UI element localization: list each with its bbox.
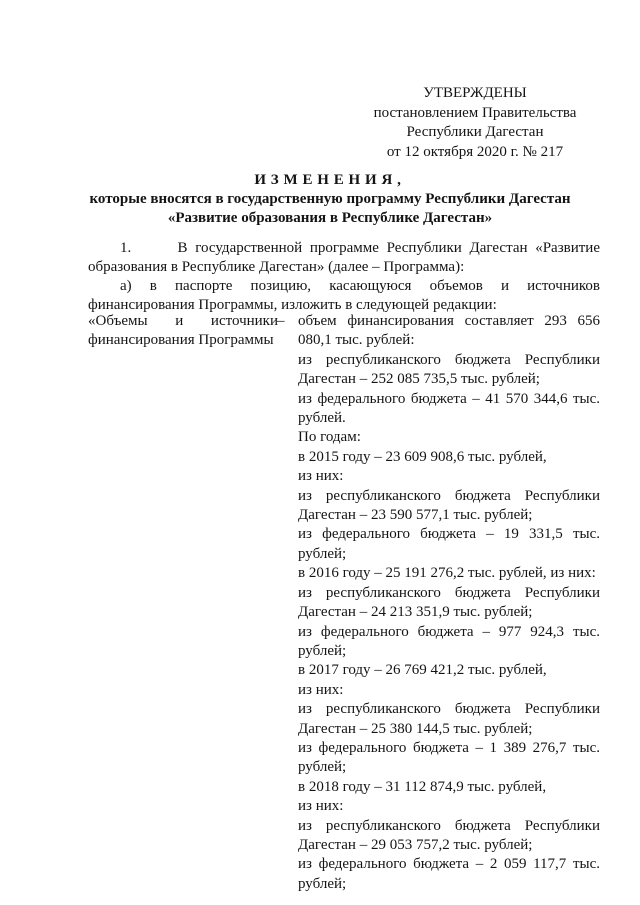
title-program-name: «Развитие образования в Республике Дагестан» (167, 210, 493, 226)
approval-title: УТВЕРЖДЕНЫ (423, 85, 527, 101)
financing-line: из них: (298, 798, 344, 815)
title-subheading: которые вносятся в государственную программу Республики Дагестан (89, 191, 571, 207)
financing-line: объем финансирования составляет 293 656 080,1 тыс. рублей: (298, 313, 600, 349)
table-left-label: «Объемы и источники финансирования Программы (88, 313, 278, 349)
financing-line: в 2016 году – 25 191 276,2 тыс. рублей, из них: (298, 565, 596, 582)
financing-line: из республиканского бюджета Республики Дагестан – 29 053 757,2 тыс. рублей; (298, 817, 600, 853)
approval-stamp (350, 84, 600, 162)
approval-date: от 12 октября 2020 г. № 217 (386, 143, 564, 160)
table-right-content (298, 312, 600, 894)
paragraph-item-a: а) в паспорте позицию, касающуюся объемов и источников финансирования Программы, изложить в следующей редакции: (88, 278, 600, 313)
financing-line: в 2015 году – 23 609 908,6 тыс. рублей, (298, 448, 547, 465)
financing-line: По годам: (298, 429, 361, 446)
table-dash: – (277, 313, 285, 329)
title-heading: ИЗМЕНЕНИЯ, (254, 172, 406, 188)
financing-line: из федерального бюджета – 1 389 276,7 тыс. рублей; (298, 739, 600, 776)
paragraph-item-1: 1. В государственной программе Республики Дагестан «Развитие образования в Республике Дагестан» (далее – Программа): (88, 240, 600, 275)
financing-line: из республиканского бюджета Республики Дагестан – 23 590 577,1 тыс. рублей; (298, 487, 600, 524)
financing-line: в 2017 году – 26 769 421,2 тыс. рублей, (298, 662, 547, 679)
financing-line: из них: (298, 681, 344, 698)
financing-line: из федерального бюджета – 19 331,5 тыс. рублей; (298, 526, 600, 562)
financing-line: из федерального бюджета – 2 059 117,7 тыс. рублей; (298, 856, 600, 892)
financing-line: из федерального бюджета – 41 570 344,6 тыс. рублей. (298, 390, 600, 427)
approval-decree: постановлением Правительства (373, 104, 577, 121)
financing-line: из них: (298, 468, 344, 485)
financing-line: из республиканского бюджета Республики Дагестан – 252 085 735,5 тыс. рублей; (298, 351, 600, 388)
financing-line: из республиканского бюджета Республики Дагестан – 24 213 351,9 тыс. рублей; (298, 584, 600, 621)
financing-line: из республиканского бюджета Республики Дагестан – 25 380 144,5 тыс. рублей; (298, 701, 600, 737)
approval-republic: Республики Дагестан (406, 124, 544, 140)
financing-line: из федерального бюджета – 977 924,3 тыс. рублей; (298, 623, 600, 659)
document-title (60, 171, 600, 228)
financing-line: в 2018 году – 31 112 874,9 тыс. рублей, (298, 778, 547, 795)
